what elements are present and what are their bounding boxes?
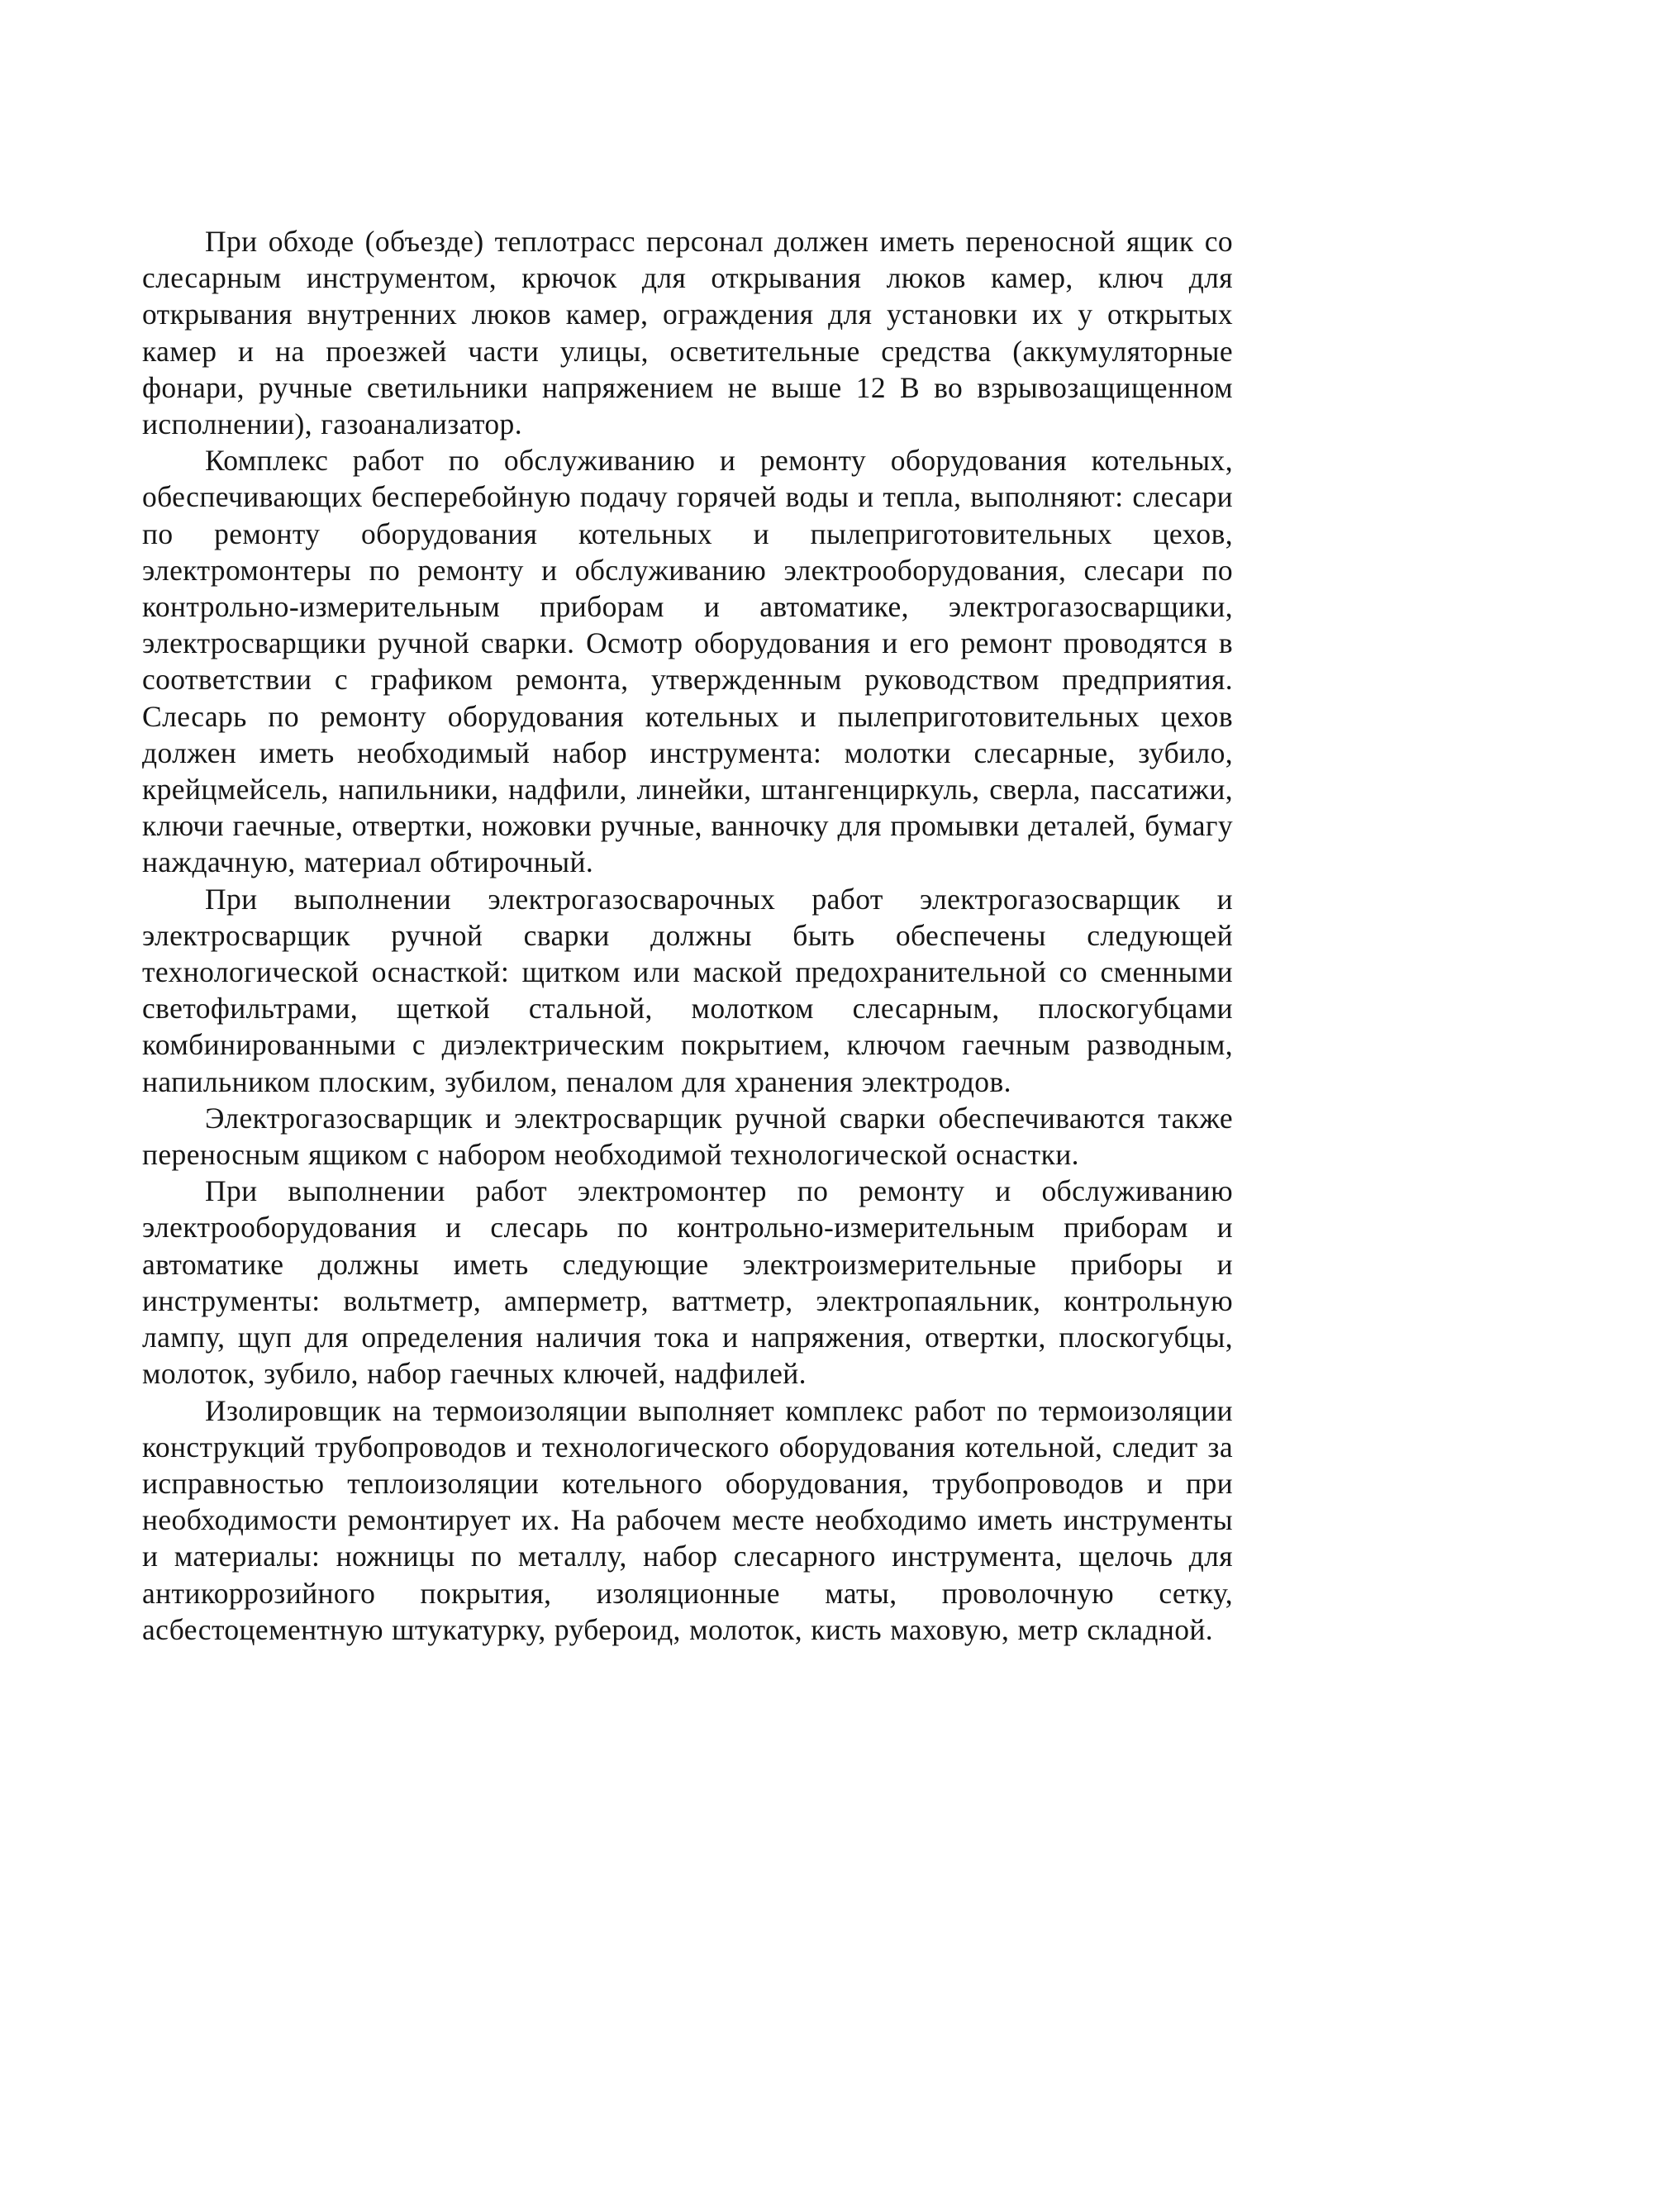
paragraph-boiler-maintenance: Комплекс работ по обслуживанию и ремонту оборудования котельных, обеспечивающих бесперебойную подачу горячей воды и тепла, выполняют: слесари по ремонту оборудования котельных и пылеприготовительных цехов, электромонтеры по ремонту и обслуживанию электрооборудования, слесари по контрольно-измерительным приборам и автоматике, электрогазосварщики, электросварщики ручной сварки. Осмотр оборудования и его ремонт проводятся в соответствии с графиком ремонта, утвержденным руководством предприятия. Слесарь по ремонту оборудования котельных и пылеприготовительных цехов должен иметь необходимый набор инструмента: молотки слесарные, зубило, крейцмейсель, напильники, надфили, линейки, штангенциркуль, сверла, пассатижи, ключи гаечные, отвертки, ножовки ручные, ванночку для промывки деталей, бумагу наждачную, материал обтирочный. bbox=[142, 444, 1233, 879]
paragraph-welder-toolbox: Электрогазосварщик и электросварщик ручной сварки обеспечиваются также переносным ящиком с набором необходимой технологической оснастки. bbox=[142, 1101, 1233, 1172]
paragraph-electrician-instruments: При выполнении работ электромонтер по ремонту и обслуживанию электрооборудования и слесарь по контрольно-измерительным приборам и автоматике должны иметь следующие электроизмерительные приборы и инструменты: вольтметр, амперметр, ваттметр, электропаяльник, контрольную лампу, щуп для определения наличия тока и напряжения, отвертки, плоскогубцы, молоток, зубило, набор гаечных ключей, надфилей. bbox=[142, 1174, 1233, 1391]
paragraph-inspection-equipment: При обходе (объезде) теплотрасс персонал должен иметь переносной ящик со слесарным инструментом, крючок для открывания люков камер, ключ для открывания внутренних люков камер, ограждения для установки их у открытых камер и на проезжей части улицы, осветительные средства (аккумуляторные фонари, ручные светильники напряжением не выше 12 В во взрывозащищенном исполнении), газоанализатор. bbox=[142, 225, 1233, 441]
paragraph-insulation-work: Изолировщик на термоизоляции выполняет комплекс работ по термоизоляции конструкций трубопроводов и технологического оборудования котельной, следит за исправностью теплоизоляции котельного оборудования, трубопроводов и при необходимости ремонтирует их. На рабочем месте необходимо иметь инструменты и материалы: ножницы по металлу, набор слесарного инструмента, щелочь для антикоррозийного покрытия, изоляционные маты, проволочную сетку, асбестоцементную штукатурку, рубероид, молоток, кисть маховую, метр складной. bbox=[142, 1393, 1233, 1646]
paragraph-welding-equipment: При выполнении электрогазосварочных работ электрогазосварщик и электросварщик ручной сварки должны быть обеспечены следующей технологической оснасткой: щитком или маской предохранительной со сменными светофильтрами, щеткой стальной, молотком слесарным, плоскогубцами комбинированными с диэлектрическим покрытием, ключом гаечным разводным, напильником плоским, зубилом, пеналом для хранения электродов. bbox=[142, 882, 1233, 1098]
body-text bbox=[142, 223, 1233, 1648]
